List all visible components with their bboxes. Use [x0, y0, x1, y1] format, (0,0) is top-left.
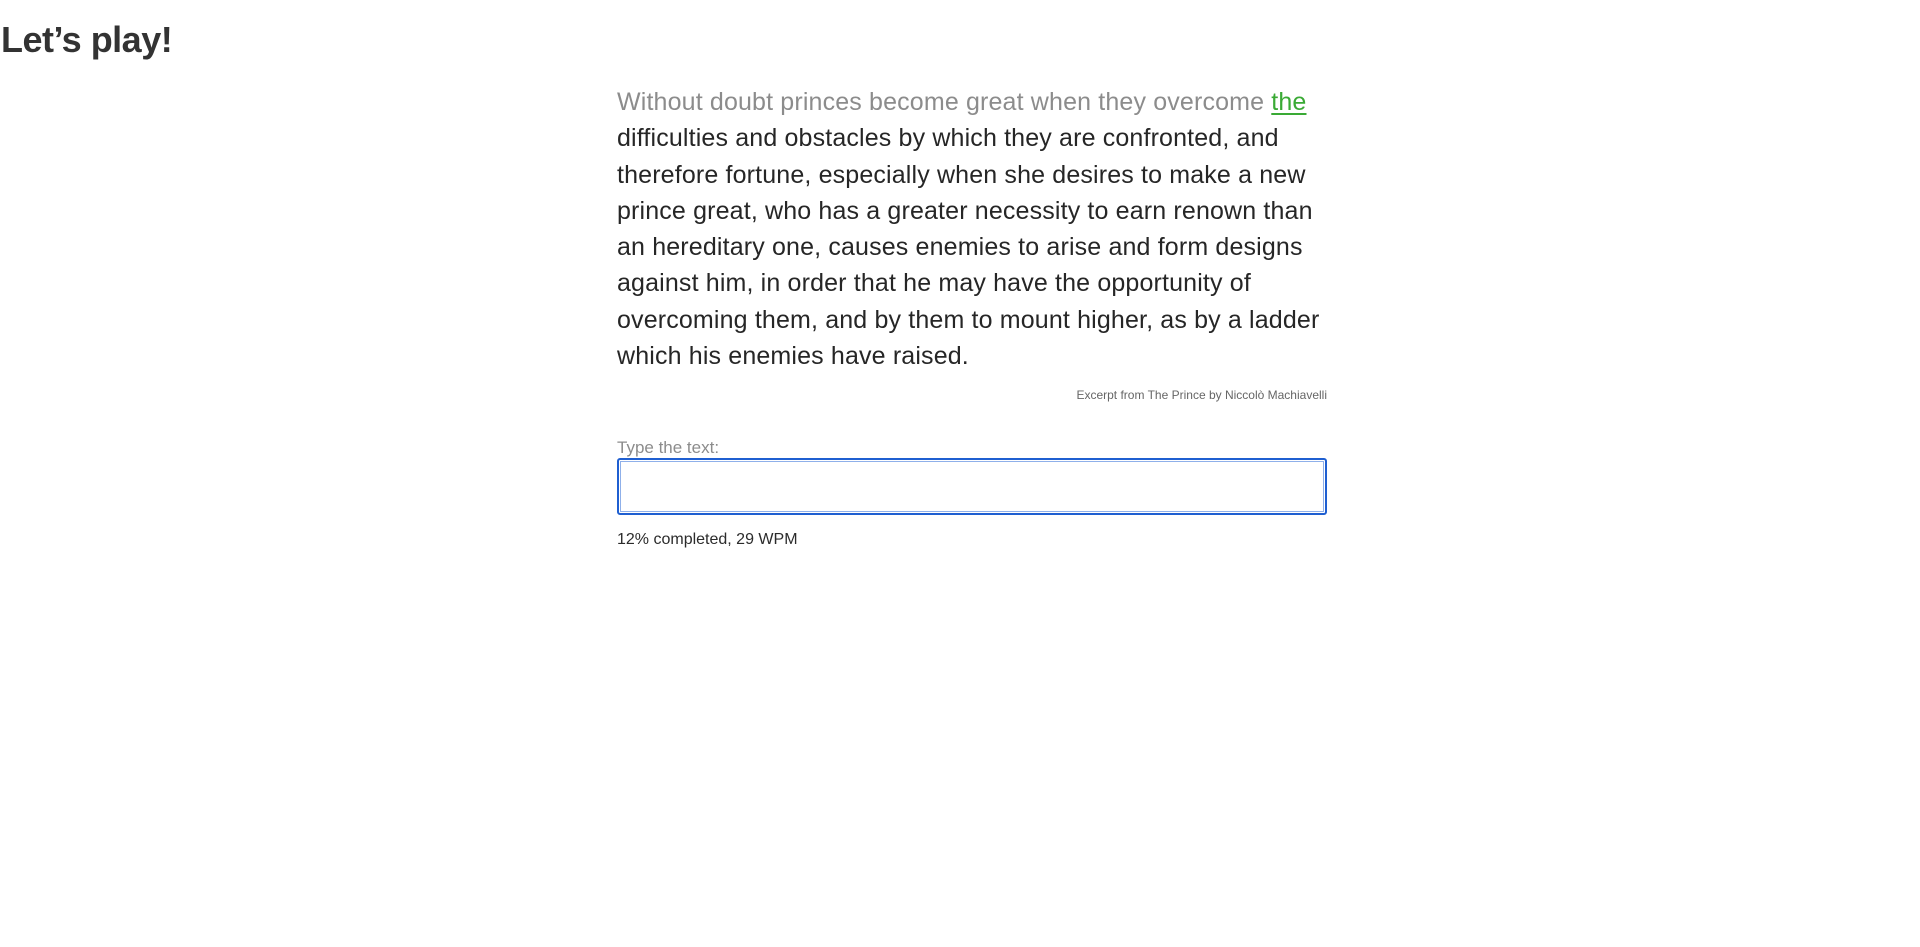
type-text-label: Type the text:: [617, 438, 720, 458]
quote-attribution: Excerpt from The Prince by Niccolò Machiavelli: [1076, 388, 1327, 403]
progress-status: 12% completed, 29 WPM: [617, 531, 798, 549]
typing-input[interactable]: [617, 458, 1327, 515]
page-title: Let’s play!: [1, 19, 173, 60]
remaining-text: difficulties and obstacles by which they are confronted, and therefore fortune, especially when she desires to make a new prince great, who has a greater necessity to earn renown than an hereditary one, causes enemies to arise and form designs against him, in order that he may have the opportunity of overcoming them, and by them to mount higher, as by a ladder which his enemies have raised.: [617, 124, 1320, 371]
quote-text: [617, 84, 1327, 374]
current-word: the: [1271, 88, 1307, 116]
typing-game: [617, 84, 1327, 549]
typed-text: Without doubt princes become great when they overcome: [617, 88, 1272, 116]
